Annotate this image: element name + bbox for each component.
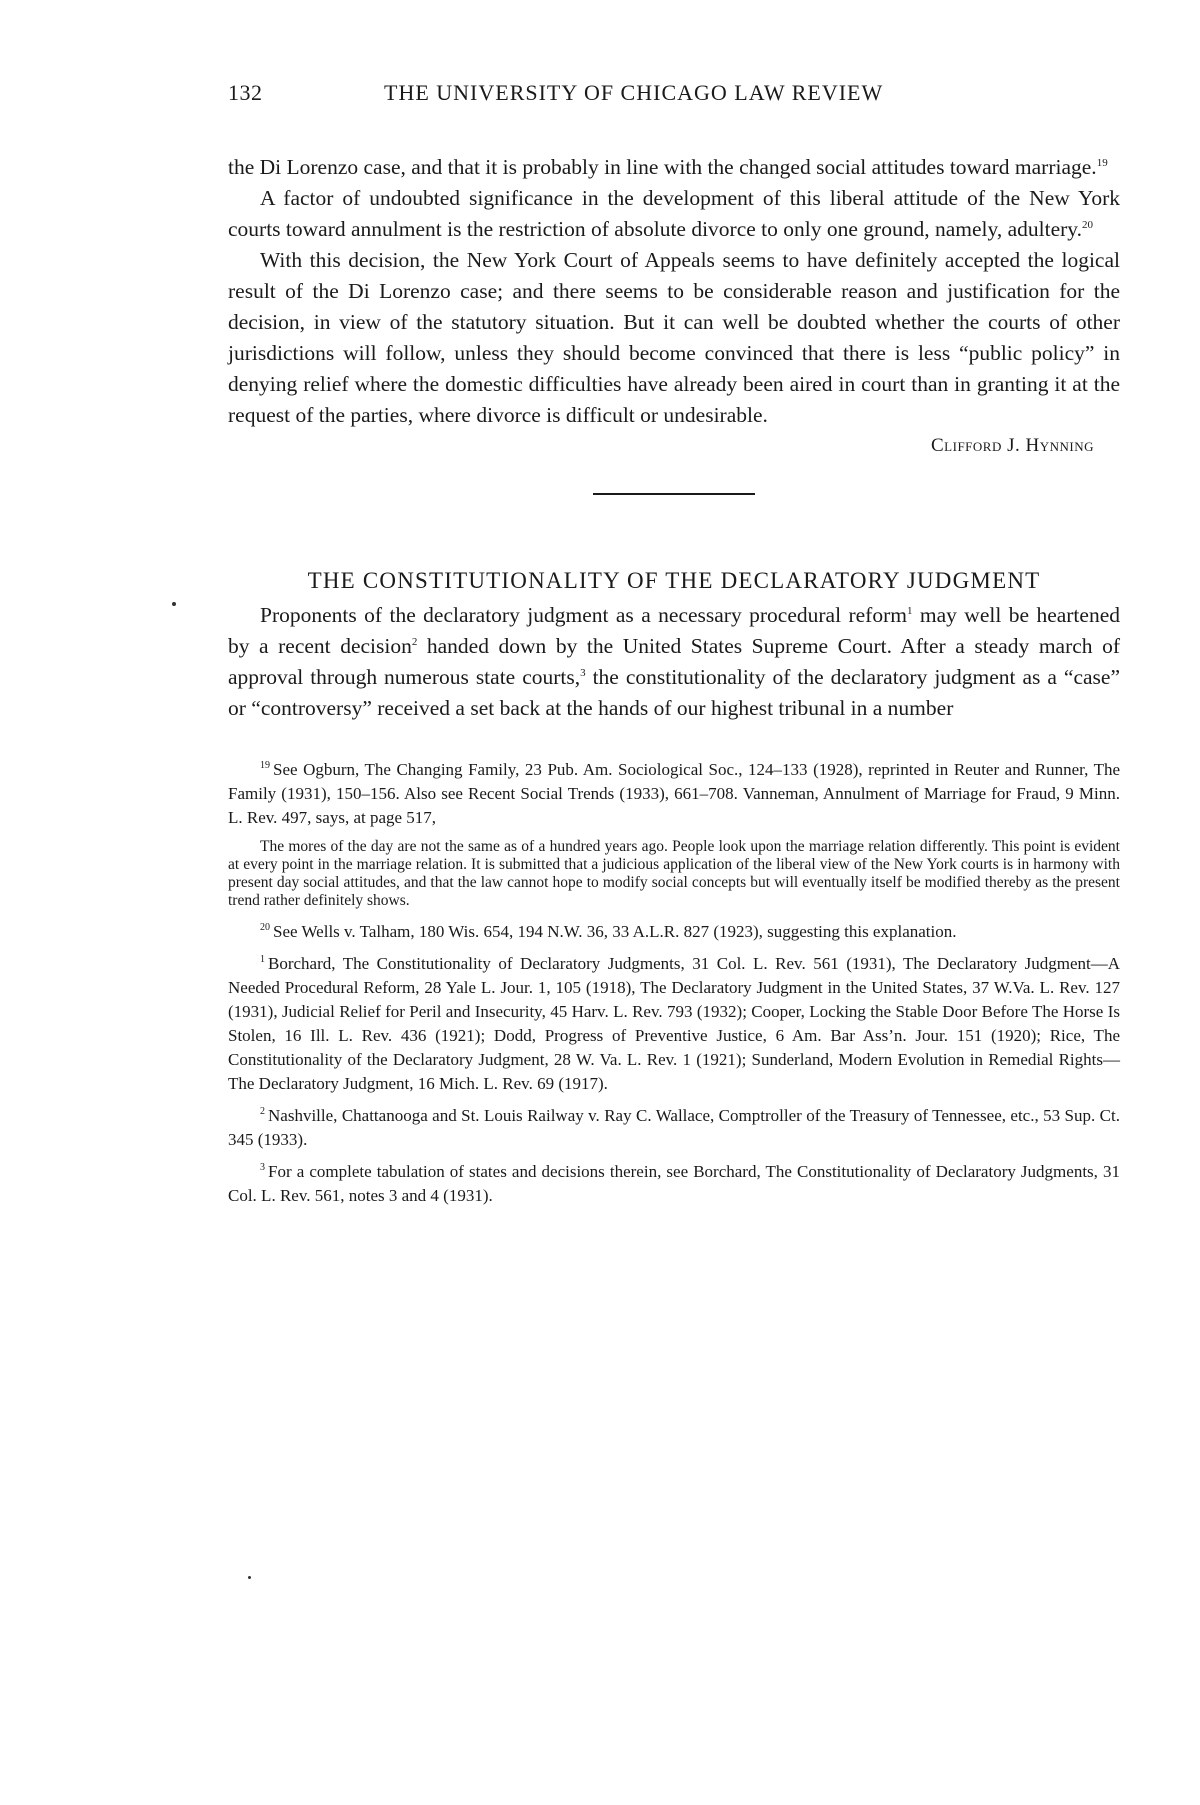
footnote-text: Nashville, Chattanooga and St. Louis Railway v. Ray C. Wallace, Comptroller of the Treasury of Tennessee, etc., 53 Sup. Ct. 345 (1933). (228, 1106, 1120, 1149)
section-divider (593, 493, 755, 495)
running-head (228, 76, 1120, 110)
paragraph-text: handed down by the United States Supreme Court. After a steady march of approval through numerous state courts, (228, 634, 1120, 689)
page-number: 132 (228, 80, 263, 105)
footnote-ref: 1 (906, 604, 913, 617)
footnote (228, 1160, 1120, 1208)
paragraph-text: Proponents of the declaratory judgment as a necessary procedural reform (260, 603, 907, 627)
stray-ink-dot (248, 1576, 251, 1579)
footnote (228, 920, 1120, 944)
footnote-text: See Ogburn, The Changing Family, 23 Pub. Am. Sociological Soc., 124–133 (1928), reprinted in Reuter and Runner, The Family (1931), 150–156. Also see Recent Social Trends (1933), 661–708. Vanneman, Annulment of Marriage for Fraud, 9 Minn. L. Rev. 497, says, at page 517, (228, 760, 1120, 827)
paragraph (228, 600, 1120, 724)
footnote-mark: 19 (260, 760, 270, 772)
article-title: THE CONSTITUTIONALITY OF THE DECLARATORY JUDGMENT (307, 568, 1041, 593)
stray-ink-dot (172, 602, 176, 606)
article-body (228, 600, 1120, 724)
footnote (228, 758, 1120, 830)
footnote-mark: 3 (260, 1162, 265, 1174)
previous-article-conclusion (228, 152, 1120, 431)
footnote-ref: 20 (1082, 218, 1094, 231)
paragraph-text: the Di Lorenzo case, and that it is probably in line with the changed social attitudes toward marriage. (228, 155, 1097, 179)
paragraph (228, 152, 1120, 183)
footnote-ref: 19 (1096, 156, 1108, 169)
footnote-text: For a complete tabulation of states and decisions therein, see Borchard, The Constitutionality of Declaratory Judgments, 31 Col. L. Rev. 561, notes 3 and 4 (1931). (228, 1162, 1120, 1205)
footnotes (228, 758, 1120, 1208)
footnote (228, 952, 1120, 1096)
footnote-text: See Wells v. Talham, 180 Wis. 654, 194 N.W. 36, 33 A.L.R. 827 (1923), suggesting this explanation. (273, 922, 957, 941)
footnote-block-quote: The mores of the day are not the same as of a hundred years ago. People look upon the marriage relation differently. This point is evident at every point in the marriage relation. It is submitted that a judicious application of the liberal view of the New York courts is in harmony with present day social attitudes, and that the law cannot hope to modify social concepts but will eventually itself be modified thereby as the present trend rather definitely shows. (228, 838, 1120, 909)
footnote-ref: 2 (411, 635, 418, 648)
paragraph-text: A factor of undoubted significance in the development of this liberal attitude of the New York courts toward annulment is the restriction of absolute divorce to only one ground, namely, adultery. (228, 186, 1120, 241)
footnote (228, 1104, 1120, 1152)
author-signature: Clifford J. Hynning (931, 435, 1094, 456)
paragraph-text: may well be heartened by a recent decision (228, 603, 1120, 658)
paragraph-text: the constitutionality of the declaratory judgment as a “case” or “controversy” received a set back at the hands of our highest tribunal in a number (228, 665, 1120, 720)
footnote-ref: 3 (580, 666, 586, 679)
footnote-mark: 1 (260, 954, 265, 966)
footnote-text: Borchard, The Constitutionality of Declaratory Judgments, 31 Col. L. Rev. 561 (1931), The Declaratory Judgment—A Needed Procedural Reform, 28 Yale L. Jour. 1, 105 (1918), The Declaratory Judgment in the United States, 37 W.Va. L. Rev. 127 (1931), Judicial Relief for Peril and Insecurity, 45 Harv. L. Rev. 793 (1932); Cooper, Locking the Stable Door Before The Horse Is Stolen, 16 Ill. L. Rev. 436 (1921); Dodd, Progress of Preventive Justice, 6 Am. Bar Ass’n. Jour. 151 (1920); Rice, The Constitutionality of the Declaratory Judgment, 28 W. Va. L. Rev. 1 (1921); Sunderland, Modern Evolution in Remedial Rights—The Declaratory Judgment, 16 Mich. L. Rev. 69 (1917). (228, 954, 1120, 1093)
journal-title: THE UNIVERSITY OF CHICAGO LAW REVIEW (384, 80, 884, 105)
page (228, 76, 1120, 1216)
paragraph (228, 183, 1120, 245)
footnote-mark: 2 (260, 1106, 265, 1118)
footnote-mark: 20 (260, 922, 270, 934)
paragraph: With this decision, the New York Court of Appeals seems to have definitely accepted the logical result of the Di Lorenzo case; and there seems to be considerable reason and justification for the decision, in view of the statutory situation. But it can well be doubted whether the courts of other jurisdictions will follow, unless they should become convinced that there is less “public policy” in denying relief where the domestic difficulties have already been aired in court than in granting it at the request of the parties, where divorce is difficult or undesirable. (228, 248, 1120, 427)
